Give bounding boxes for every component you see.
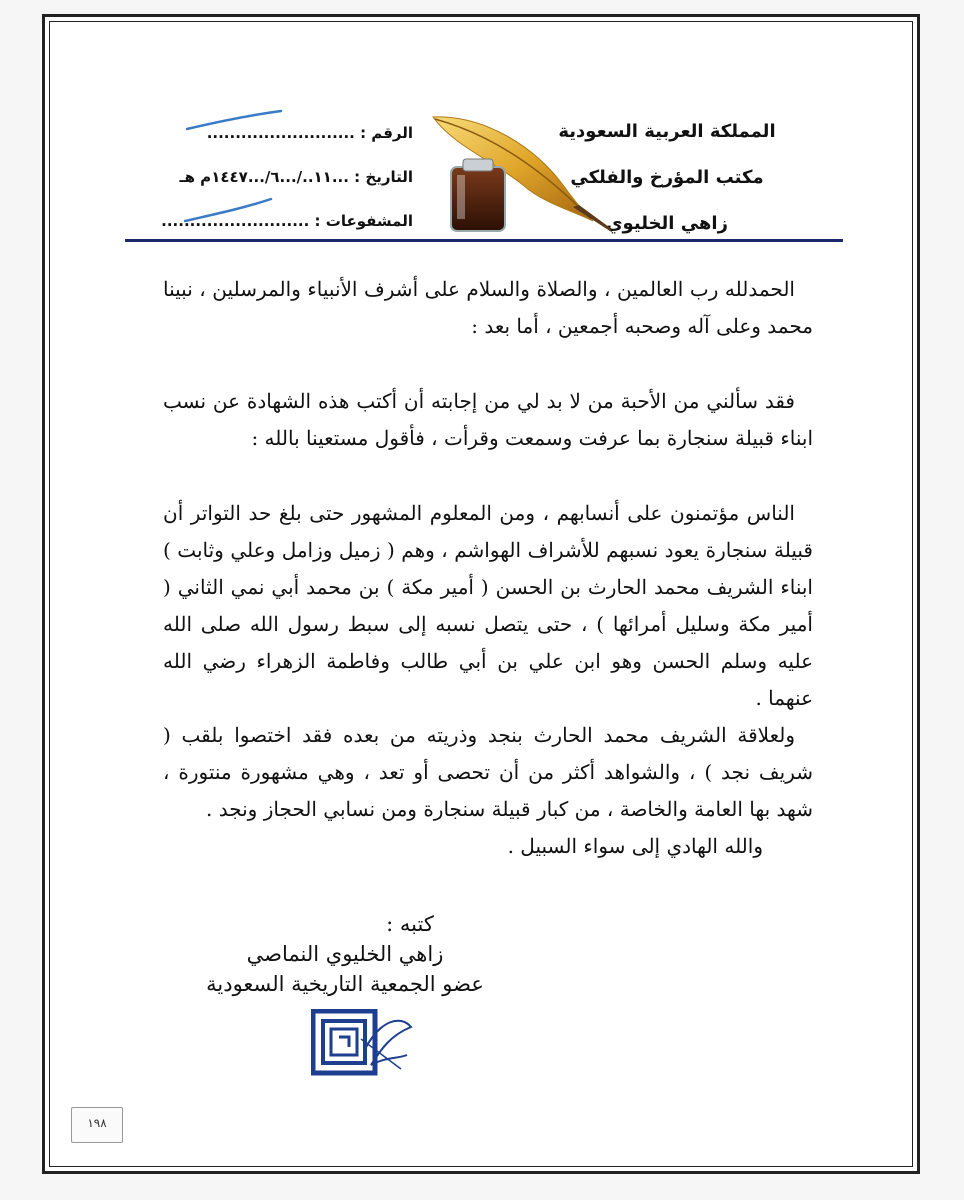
letterhead-divider [125,239,843,242]
kufic-stamp-signature [311,1009,421,1085]
paragraph-opening: الحمدلله رب العالمين ، والصلاة والسلام على أشرف الأنبياء والمرسلين ، نبينا محمد وعلى آله وصحبه أجمعين ، أما بعد : [163,277,813,338]
office-title: مكتب المؤرخ والفلكي [570,167,764,188]
kingdom-title: المملكة العربية السعودية [558,121,776,142]
paragraph-lineage: الناس مؤتمنون على أنسابهم ، ومن المعلوم المشهور حتى بلغ حد التواتر أن قبيلة سنجارة يعود نسبهم للأشراف الهواشم ، وهم ( زميل وزامل وعلي وثابت ) ابناء الشريف محمد الحارث بن الحسن ( أمير مكة ) بن محمد أبي نمي الثاني ( أمير مكة وسليل أمرائها ) ، حتى يتصل نسبه إلى سبط رسول الله صلى الله عليه وسلم الحسن وهو ابن علي بن أبي طالب وفاطمة الزهراء رضي الله عنهما . [163,501,813,710]
owner-name: زاهي الخليوي [606,213,728,234]
number-field: الرقم : .......................... [206,124,413,142]
signature-title: عضو الجمعية التاريخية السعودية [206,972,484,996]
letter-body [163,271,813,865]
attachments-field: المشفوعات : .......................... [161,212,413,230]
letter-sheet [42,14,920,1174]
blue-pen-strokes [181,109,291,239]
paragraph-najd: ولعلاقة الشريف محمد الحارث بنجد وذريته من بعده فقد اختصوا بلقب ( شريف نجد ) ، والشواهد أكثر من أن تحصى أو تعد ، وهي مشهورة منتورة ، شهد بها العامة والخاصة ، من كبار قبيلة سنجارة ومن نسابي الحجاز ونجد . [163,723,813,821]
page-number-box [71,1107,123,1143]
quill-inkwell-logo [423,115,623,237]
signature-wrote: كتبه : [386,912,434,936]
page-number: ١٩٨ [87,1116,107,1130]
signature-name: زاهي الخليوي النماصي [246,942,444,966]
signature-block [195,909,495,999]
paragraph-request: فقد سألني من الأحبة من لا بد لي من إجابته أن أكتب هذه الشهادة عن نسب ابناء قبيلة سنجارة بما عرفت وسمعت وقرأت ، فأقول مستعينا بالله : [163,389,813,450]
paragraph-closing: والله الهادي إلى سواء السبيل . [507,834,763,858]
date-field: التاريخ : ...١١../...٦/...١٤٤٧م هـ [179,168,413,186]
